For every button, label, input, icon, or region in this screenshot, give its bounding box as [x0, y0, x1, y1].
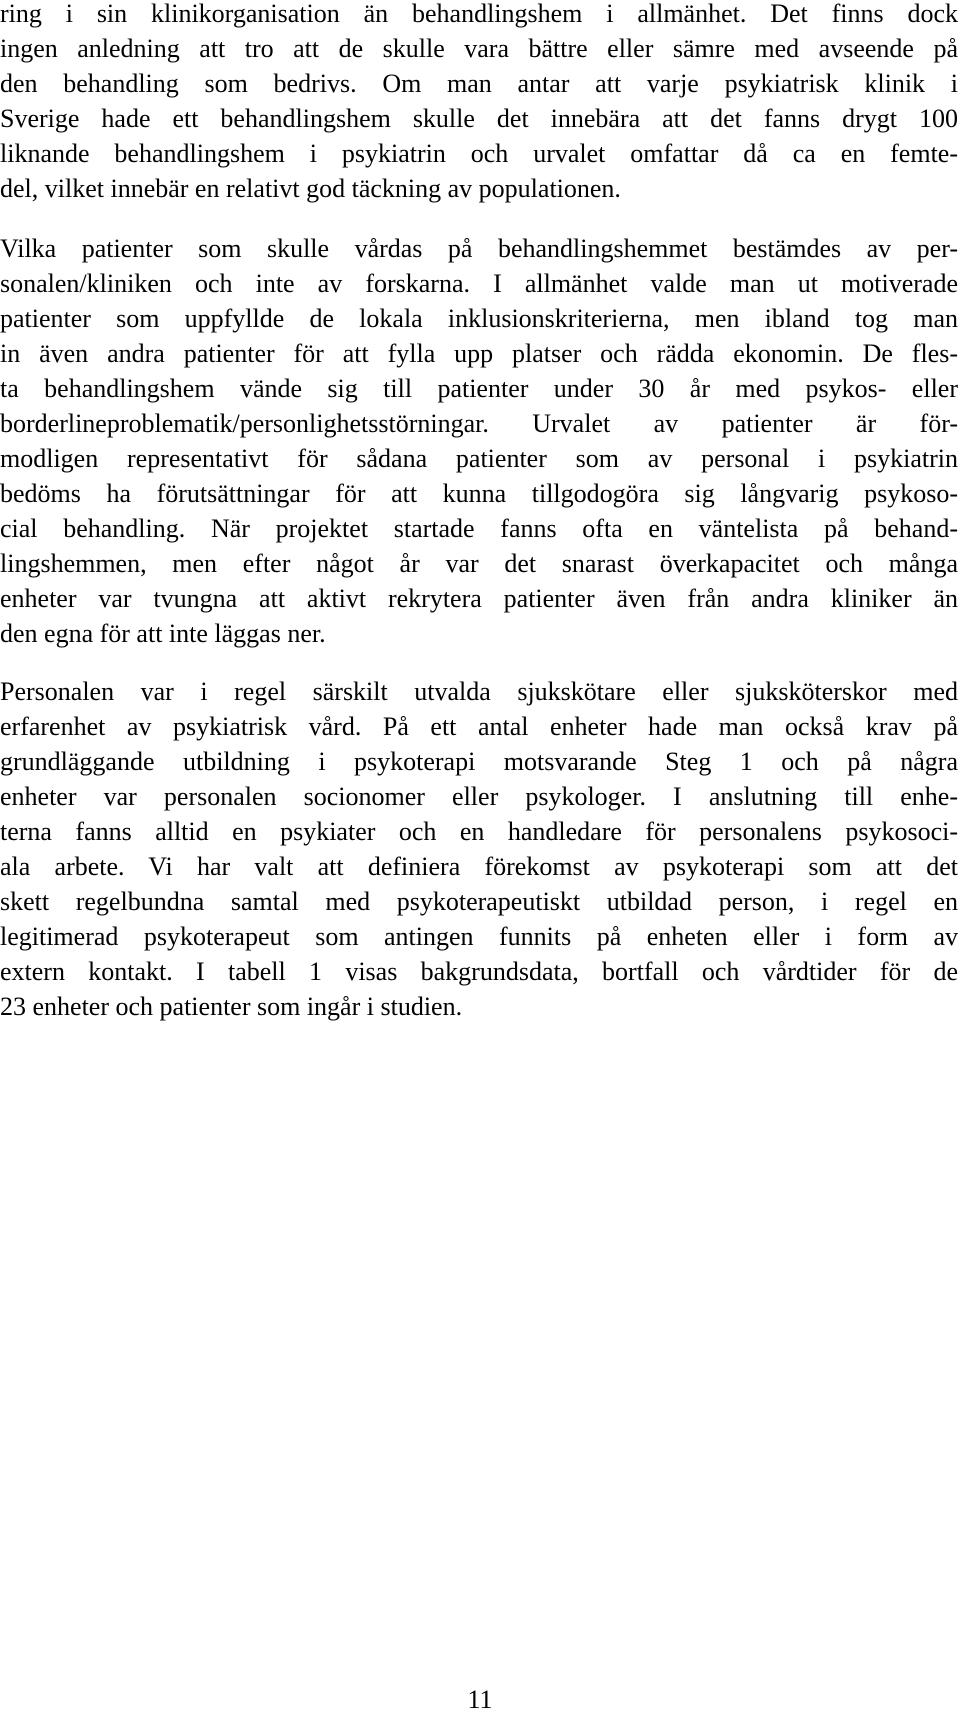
- paragraph-line: modligen representativt för sådana patienter som av personal i psykiatrin: [0, 444, 958, 473]
- paragraph-2: [0, 231, 958, 651]
- page-number: 11: [467, 1685, 493, 1714]
- paragraph-line: grundläggande utbildning i psykoterapi motsvarande Steg 1 och på några: [0, 747, 958, 776]
- paragraph-line: ta behandlingshem vände sig till patienter under 30 år med psykos- eller: [0, 374, 958, 403]
- paragraph-line: sonalen/kliniken och inte av forskarna. I allmänhet valde man ut motiverade: [0, 269, 958, 298]
- paragraph-line: patienter som uppfyllde de lokala inklusionskriterierna, men ibland tog man: [0, 304, 958, 333]
- paragraph-line: borderlineproblematik/personlighetsstörningar. Urvalet av patienter är för-: [0, 409, 958, 438]
- paragraph-line: skett regelbundna samtal med psykoterapeutiskt utbildad person, i regel en: [0, 887, 958, 916]
- paragraph-3: [0, 674, 958, 1024]
- paragraph-line: ingen anledning att tro att de skulle vara bättre eller sämre med avseende på: [0, 34, 958, 63]
- paragraph-line: ring i sin klinikorganisation än behandlingshem i allmänhet. Det finns dock: [0, 0, 958, 28]
- paragraph-line: cial behandling. När projektet startade fanns ofta en väntelista på behand-: [0, 514, 958, 543]
- paragraph-line: terna fanns alltid en psykiater och en handledare för personalens psykosoci-: [0, 817, 958, 846]
- paragraph-line: enheter var personalen socionomer eller psykologer. I anslutning till enhe-: [0, 782, 958, 811]
- paragraph-line: lingshemmen, men efter något år var det snarast överkapacitet och många: [0, 549, 958, 578]
- paragraph-line: den egna för att inte läggas ner.: [0, 619, 326, 648]
- paragraph-line: Sverige hade ett behandlingshem skulle det innebära att det fanns drygt 100: [0, 104, 958, 133]
- paragraph-line: ala arbete. Vi har valt att definiera förekomst av psykoterapi som att det: [0, 852, 958, 881]
- paragraph-line: in även andra patienter för att fylla upp platser och rädda ekonomin. De fles-: [0, 339, 958, 368]
- paragraph-line: bedöms ha förutsättningar för att kunna tillgodogöra sig långvarig psykoso-: [0, 479, 958, 508]
- paragraph-line: den behandling som bedrivs. Om man antar att varje psykiatrisk klinik i: [0, 69, 958, 98]
- paragraph-line: extern kontakt. I tabell 1 visas bakgrundsdata, bortfall och vårdtider för de: [0, 957, 958, 986]
- paragraph-line: liknande behandlingshem i psykiatrin och urvalet omfattar då ca en femte-: [0, 139, 958, 168]
- paragraph-line: erfarenhet av psykiatrisk vård. På ett antal enheter hade man också krav på: [0, 712, 958, 741]
- paragraph-1: [0, 0, 958, 206]
- paragraph-line: Personalen var i regel särskilt utvalda sjukskötare eller sjuksköterskor med: [0, 677, 958, 706]
- paragraph-line: enheter var tvungna att aktivt rekrytera patienter även från andra kliniker än: [0, 584, 958, 613]
- paragraph-line: legitimerad psykoterapeut som antingen funnits på enheten eller i form av: [0, 922, 958, 951]
- paragraph-line: 23 enheter och patienter som ingår i studien.: [0, 992, 463, 1021]
- paragraph-line: del, vilket innebär en relativt god täckning av populationen.: [0, 174, 621, 203]
- paragraph-line: Vilka patienter som skulle vårdas på behandlingshemmet bestämdes av per-: [0, 234, 958, 263]
